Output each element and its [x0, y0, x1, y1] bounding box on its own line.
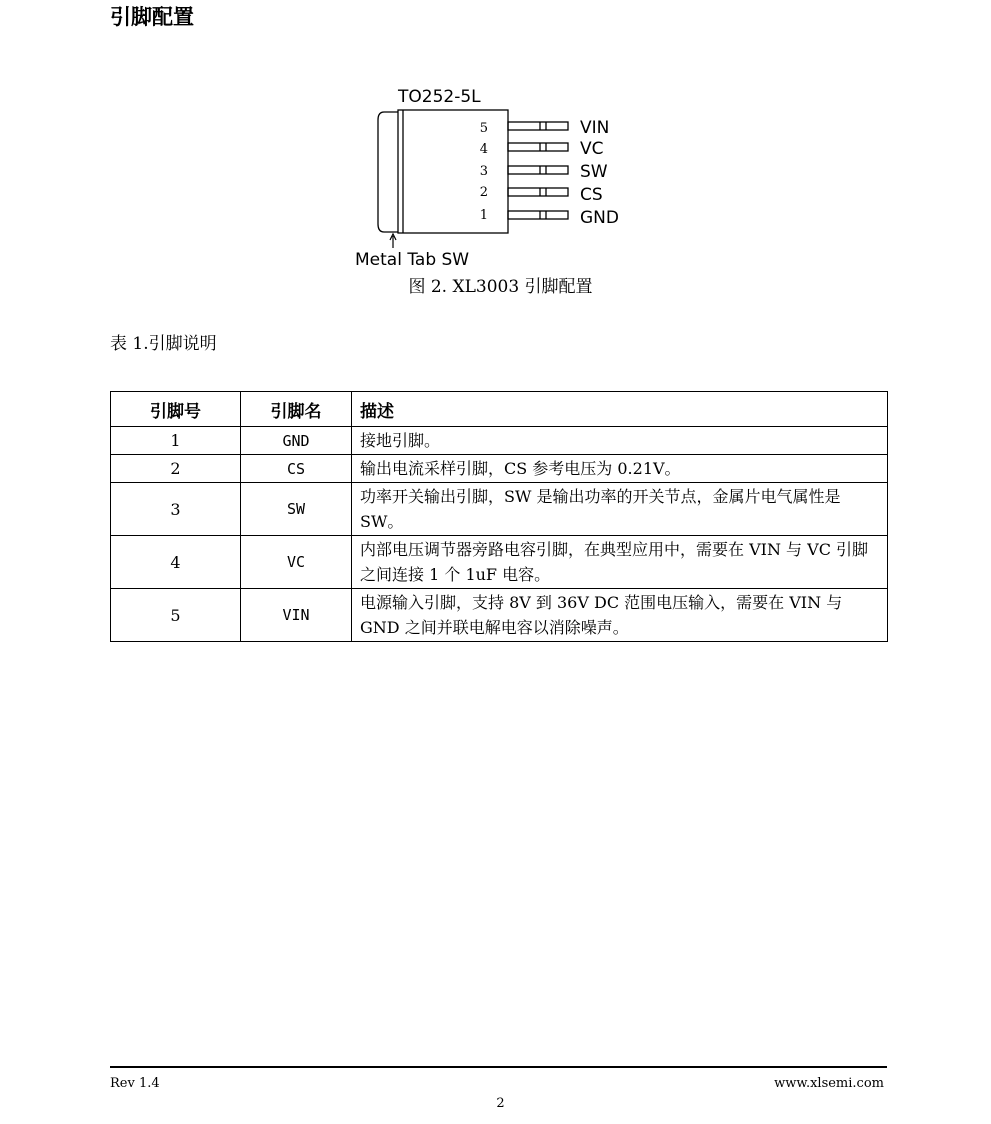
- pin-5-number: 5: [479, 121, 488, 136]
- pin-4-name: VC: [580, 139, 604, 159]
- package-body: [378, 112, 398, 232]
- pin-name-cell: CS: [241, 455, 352, 483]
- header-pin-number: 引脚号: [111, 392, 241, 427]
- page-number: 2: [496, 1096, 505, 1111]
- table-row: [111, 589, 888, 642]
- pin-number-cell: 1: [111, 427, 241, 455]
- pin-3-name: SW: [580, 162, 608, 182]
- pin-1-name: GND: [580, 208, 619, 228]
- table-caption: 表 1.引脚说明: [110, 334, 217, 354]
- package-outline: [398, 110, 508, 233]
- pin-2-lead: [480, 185, 603, 205]
- pin-5-lead: [480, 118, 610, 138]
- table-row: [111, 455, 888, 483]
- pin-3-lead: [480, 162, 608, 182]
- header-pin-name: 引脚名: [241, 392, 352, 427]
- footer-divider: [110, 1066, 887, 1068]
- metal-tab-label: Metal Tab SW: [355, 250, 470, 270]
- pin-4-number: 4: [479, 142, 488, 157]
- pin-number-cell: 3: [111, 483, 241, 536]
- pin-number-cell: 4: [111, 536, 241, 589]
- pin-4-lead: [480, 139, 604, 159]
- figure-caption: 图 2. XL3003 引脚配置: [408, 277, 593, 297]
- package-name: TO252-5L: [398, 87, 481, 107]
- pin-2-name: CS: [580, 185, 603, 205]
- pin-name-cell: SW: [241, 483, 352, 536]
- table-row: [111, 536, 888, 589]
- pin-3-number: 3: [479, 164, 488, 179]
- pin-name-cell: GND: [241, 427, 352, 455]
- pin-number-cell: 5: [111, 589, 241, 642]
- pin-description-table: [110, 391, 888, 642]
- pin-number-cell: 2: [111, 455, 241, 483]
- table-header-row: [111, 392, 888, 427]
- pin-configuration-figure: [340, 80, 660, 275]
- table-row: [111, 483, 888, 536]
- table-row: [111, 427, 888, 455]
- pin-description-cell: 内部电压调节器旁路电容引脚，在典型应用中，需要在 VIN 与 VC 引脚之间连接 1 个 1uF 电容。: [352, 536, 888, 589]
- pin-description-cell: 输出电流采样引脚，CS 参考电压为 0.21V。: [352, 455, 888, 483]
- pin-name-cell: VC: [241, 536, 352, 589]
- pin-description-cell: 接地引脚。: [352, 427, 888, 455]
- footer-revision: Rev 1.4: [110, 1076, 160, 1091]
- pin-2-number: 2: [479, 185, 488, 200]
- pin-1-number: 1: [479, 208, 488, 223]
- pin-name-cell: VIN: [241, 589, 352, 642]
- section-title: 引脚配置: [110, 5, 194, 29]
- pin-description-cell: 功率开关输出引脚，SW 是输出功率的开关节点，金属片电气属性是 SW。: [352, 483, 888, 536]
- metal-tab-arrow-icon: [390, 234, 396, 248]
- pin-5-name: VIN: [580, 118, 610, 138]
- footer-website: www.xlsemi.com: [774, 1076, 884, 1091]
- header-description: 描述: [352, 392, 888, 427]
- pin-description-cell: 电源输入引脚，支持 8V 到 36V DC 范围电压输入，需要在 VIN 与 GND 之间并联电解电容以消除噪声。: [352, 589, 888, 642]
- pin-1-lead: [480, 208, 619, 228]
